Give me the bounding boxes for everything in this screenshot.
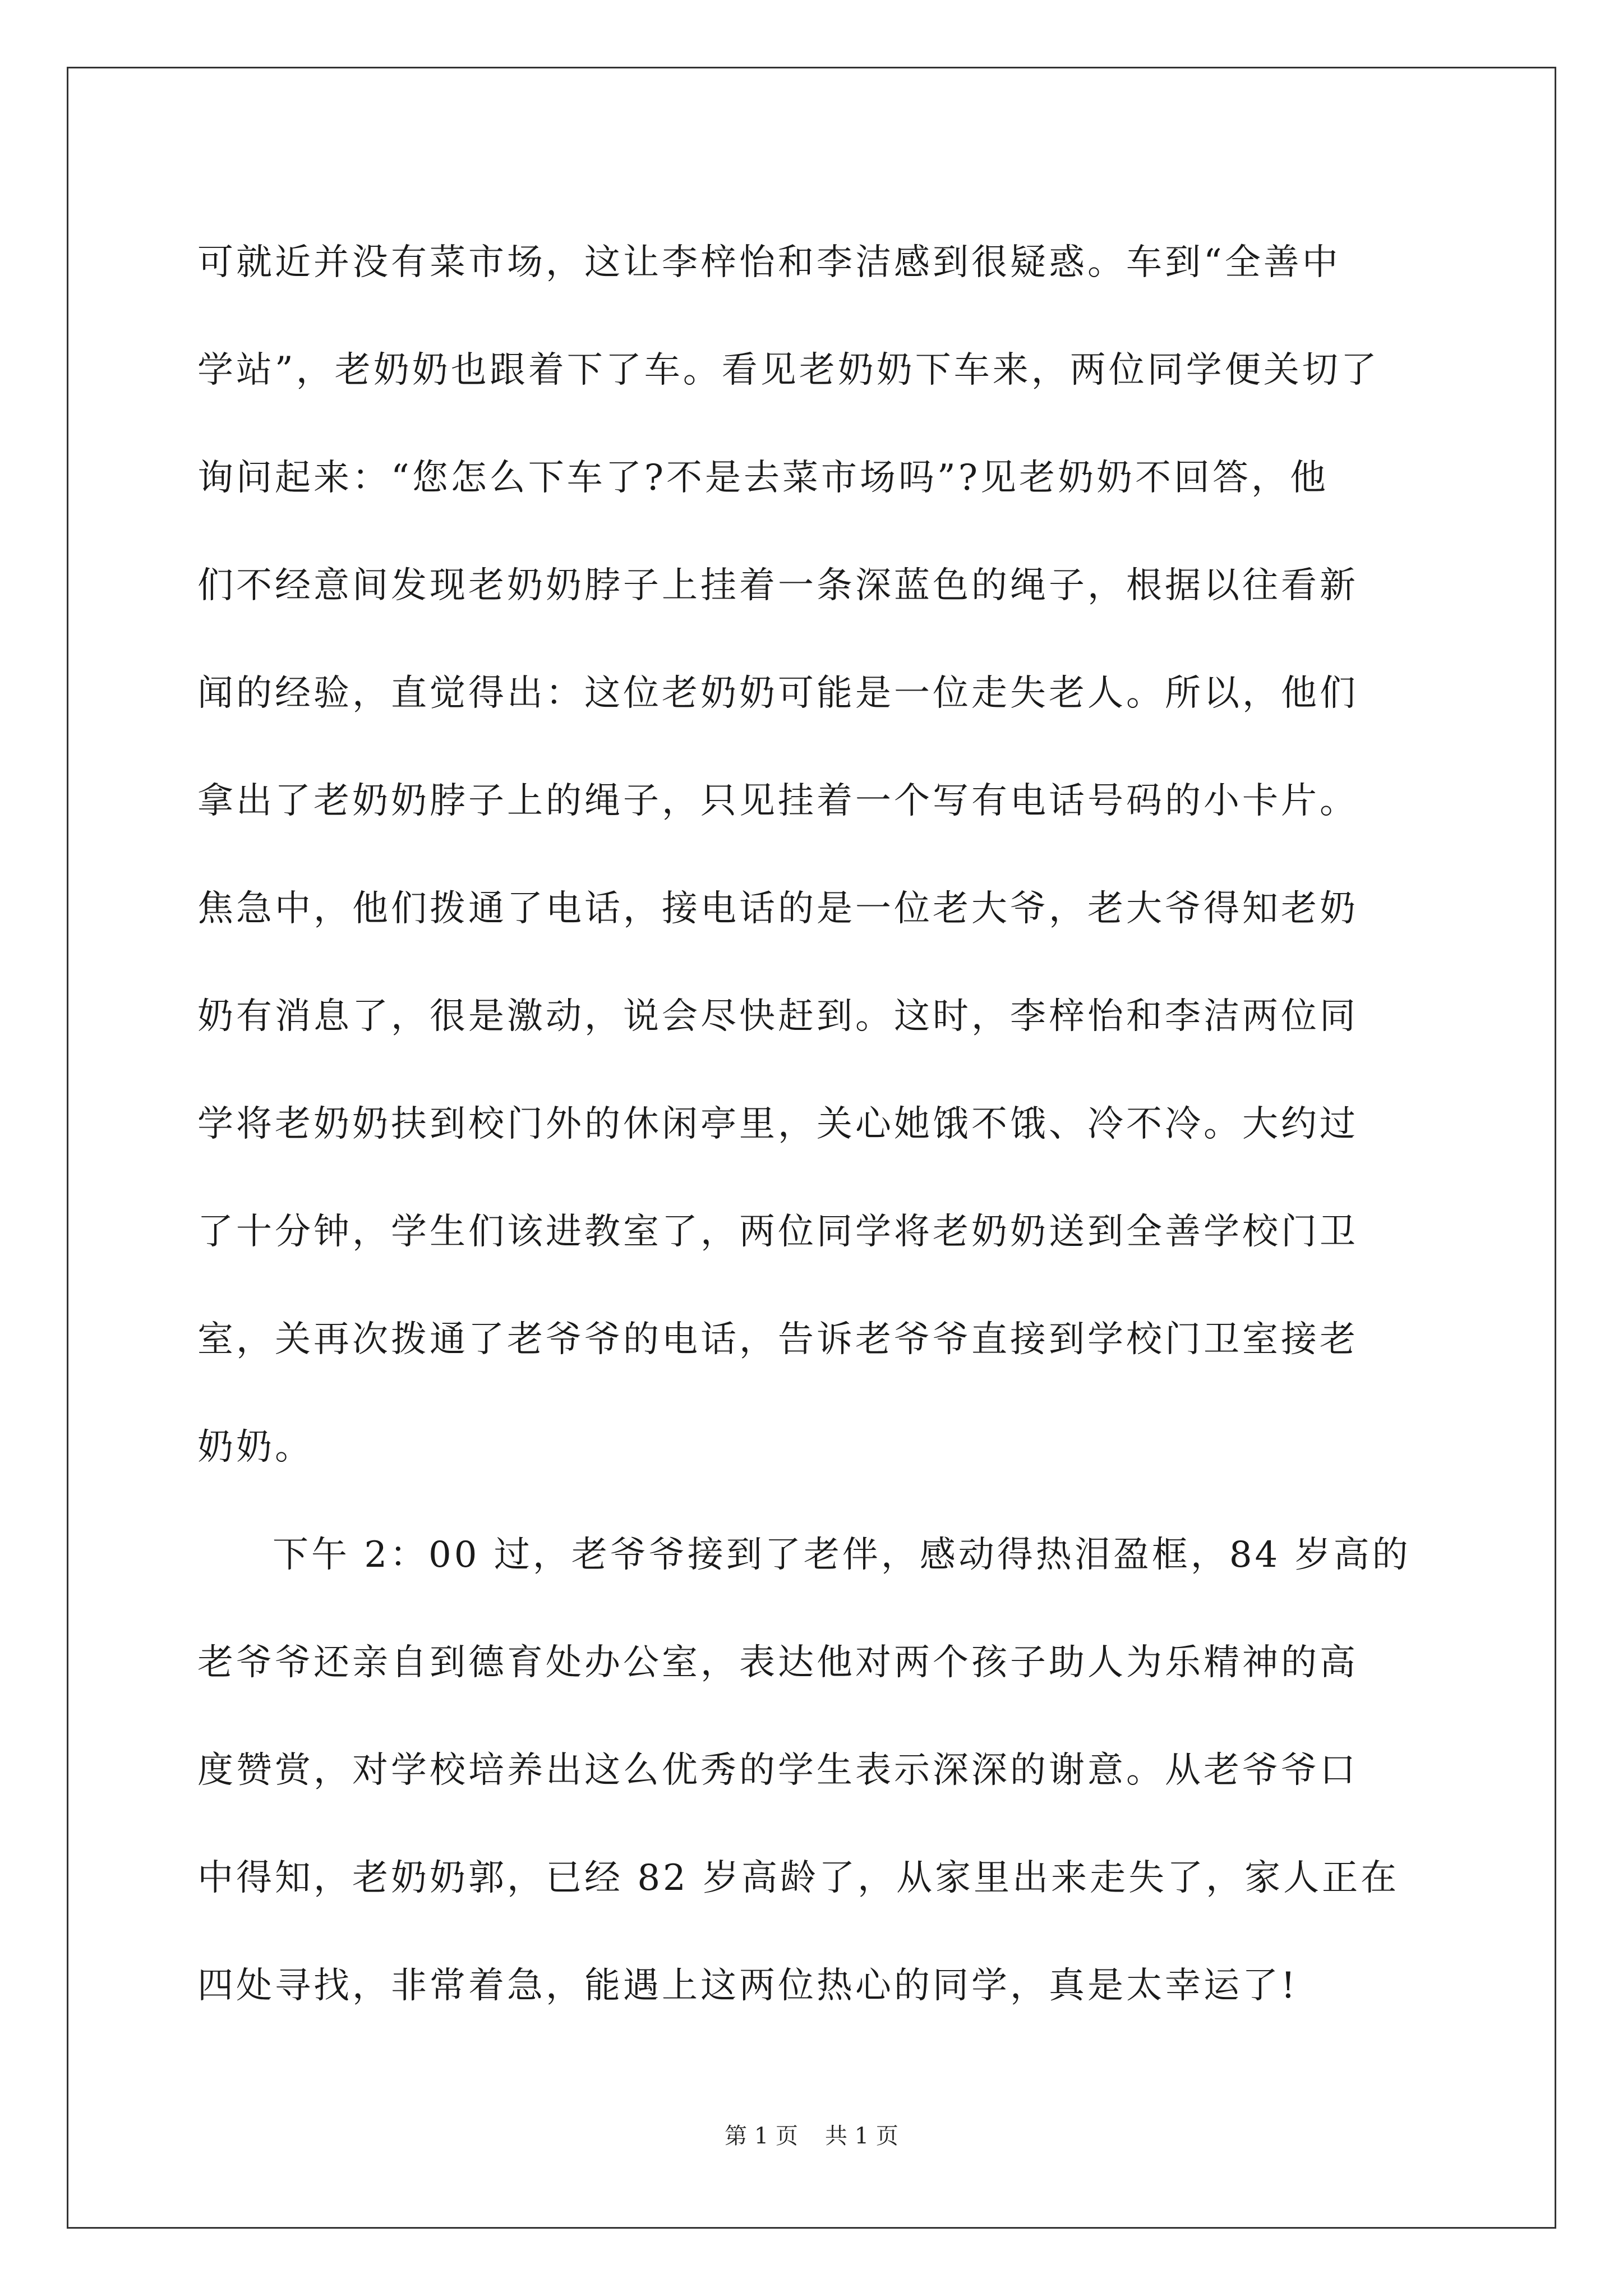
text-line: 下午 2：00 过，老爷爷接到了老伴，感动得热泪盈框，84 岁高的	[273, 1534, 1411, 1576]
text-line: 询问起来：“您怎么下车了?不是去菜市场吗”?见老奶奶不回答，他	[197, 457, 1329, 499]
text-line: 室，关再次拨通了老爷爷的电话，告诉老爷爷直接到学校门卫室接老	[197, 1319, 1358, 1360]
text-line: 学站”，老奶奶也跟着下了车。看见老奶奶下车来，两位同学便关切了	[197, 349, 1380, 391]
text-line: 了十分钟，学生们该进教室了，两位同学将老奶奶送到全善学校门卫	[197, 1211, 1358, 1253]
page-total: 共 1 页	[825, 2123, 898, 2149]
page-number: 第 1 页	[725, 2123, 798, 2149]
paragraph-1	[197, 209, 1431, 1501]
text-line: 们不经意间发现老奶奶脖子上挂着一条深蓝色的绳子，根据以往看新	[197, 565, 1358, 606]
paragraph-2	[197, 1501, 1431, 2040]
text-line: 拿出了老奶奶脖子上的绳子，只见挂着一个写有电话号码的小卡片。	[197, 780, 1358, 822]
text-line: 中得知，老奶奶郭，已经 82 岁高龄了，从家里出来走失了，家人正在	[197, 1857, 1400, 1899]
text-line: 学将老奶奶扶到校门外的休闲亭里，关心她饿不饿、冷不冷。大约过	[197, 1103, 1358, 1145]
text-line: 度赞赏，对学校培养出这么优秀的学生表示深深的谢意。从老爷爷口	[197, 1750, 1358, 1791]
document-body	[197, 209, 1431, 2040]
text-line: 奶有消息了，很是激动，说会尽快赶到。这时，李梓怡和李洁两位同	[197, 996, 1358, 1037]
text-line: 焦急中，他们拨通了电话，接电话的是一位老大爷，老大爷得知老奶	[197, 888, 1358, 930]
text-line: 可就近并没有菜市场，这让李梓怡和李洁感到很疑惑。车到“全善中	[197, 242, 1341, 283]
text-line: 四处寻找，非常着急，能遇上这两位热心的同学，真是太幸运了!	[197, 1965, 1298, 2007]
page-footer	[0, 2119, 1623, 2153]
text-line: 老爷爷还亲自到德育处办公室，表达他对两个孩子助人为乐精神的高	[197, 1642, 1358, 1683]
text-line: 奶奶。	[197, 1427, 313, 1468]
text-line: 闻的经验，直觉得出：这位老奶奶可能是一位走失老人。所以，他们	[197, 673, 1358, 714]
